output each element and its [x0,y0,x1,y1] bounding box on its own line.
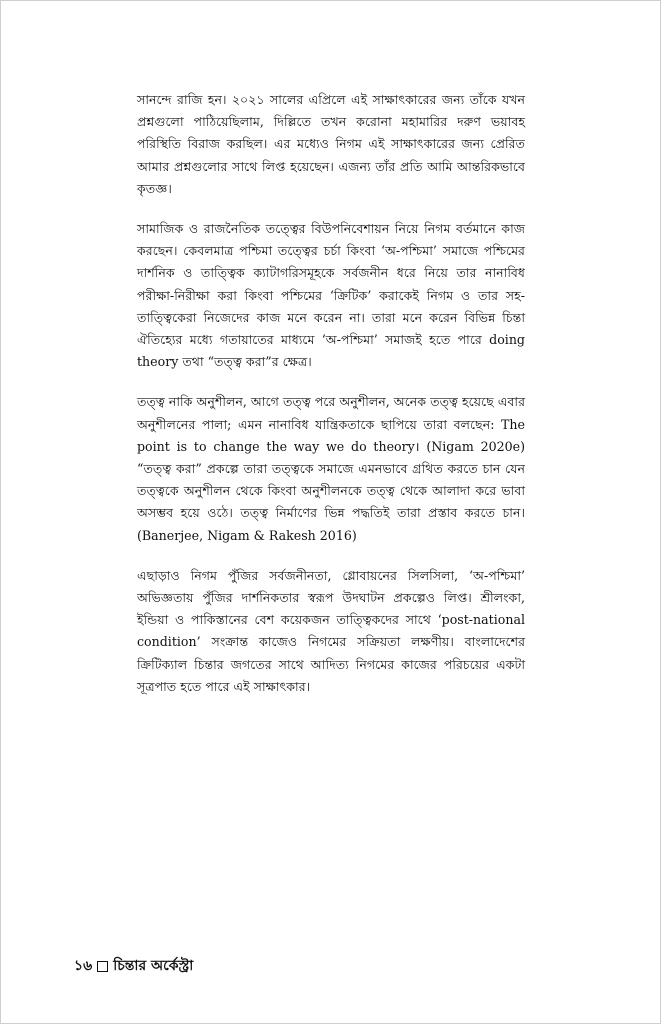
paragraph-3: তত্ত্ব নাকি অনুশীলন, আগে তত্ত্ব পরে অনুশীলন, অনেক তত্ত্ব হয়েছে এবার অনুশীলনের পালা; এমন নানাবিধ যান্ত্রিকতাকে ছাপিয়ে তারা বলছেন: The point is to change the way we do theory। (Nigam 2020e) “তত্ত্ব করা” প্রকল্পে তারা তত্ত্বকে সমাজে এমনভাবে গ্রথিত করতে চান যেন তত্ত্বকে অনুশীলন থেকে কিংবা অনুশীলনকে তত্ত্ব থেকে আলাদা করে ভাবা অসম্ভব হয়ে ওঠে। তত্ত্ব নির্মাণের ভিন্ন পদ্ধতিই তারা প্রস্তাব করতে চান। (Banerjee, Nigam & Rakesh 2016) [137,394,525,543]
paragraph-1: সানন্দে রাজি হন। ২০২১ সালের এপ্রিলে এই সাক্ষাৎকারের জন্য তাঁকে যখন প্রশ্নগুলো পাঠিয়েছিলাম, দিল্লিতে তখন করোনা মহামারির দরুণ ভয়াবহ পরিস্থিতি বিরাজ করছিল। এর মধ্যেও নিগম এই সাক্ষাৎকারের জন্য প্রেরিত আমার প্রশ্নগুলোর সাথে লিপ্ত হয়েছেন। এজন্য তাঁর প্রতি আমি আন্তরিকভাবে কৃতজ্ঞ। [137,92,525,196]
page-number: ১৬ [74,958,93,974]
paragraph-2: সামাজিক ও রাজনৈতিক তত্ত্বের বিউপনিবেশায়ন নিয়ে নিগম বর্তমানে কাজ করছেন। কেবলমাত্র পশ্চিমা তত্ত্বের চর্চা কিংবা ‘অ-পশ্চিমা’ সমাজে পশ্চিমের দার্শনিক ও তাত্ত্বিক ক্যাটাগরিসমূহকে সর্বজনীন ধরে নিয়ে তার নানাবিধ পরীক্ষা-নিরীক্ষা করা কিংবা পশ্চিমের ‘ক্রিটিক’ করাকেই নিগম ও তার সহ-তাত্ত্বিকেরা নিজেদের কাজ মনে করেন না। তারা মনে করেন বিভিন্ন চিন্তা ঐতিহ্যের মধ্যে গতায়াতের মাধ্যমে ‘অ-পশ্চিমা’ সমাজই হতে পারে doing theory তথা “তত্ত্ব করা”র ক্ষেত্র। [137,221,525,370]
square-separator-icon [97,961,108,972]
book-title: চিন্তার অর্কেস্ট্রা [113,958,194,974]
paragraph-4: এছাড়াও নিগম পুঁজির সর্বজনীনতা, গ্লোবায়নের সিলসিলা, ‘অ-পশ্চিমা’ অভিজ্ঞতায় পুঁজির দার্শনিকতার স্বরূপ উদঘাটন প্রকল্পেও লিপ্ত। শ্রীলংকা, ইন্ডিয়া ও পাকিস্তানের বেশ কয়েকজন তাত্ত্বিকদের সাথে ‘post-national condition’ সংক্রান্ত কাজেও নিগমের সক্রিয়তা লক্ষণীয়। বাংলাদেশের ক্রিটিক্যাল চিন্তার জগতের সাথে আদিত্য নিগমের কাজের পরিচয়ের একটা সূত্রপাত হতে পারে এই সাক্ষাৎকার। [137,567,525,694]
page-body [137,89,525,716]
page-footer [74,957,193,975]
